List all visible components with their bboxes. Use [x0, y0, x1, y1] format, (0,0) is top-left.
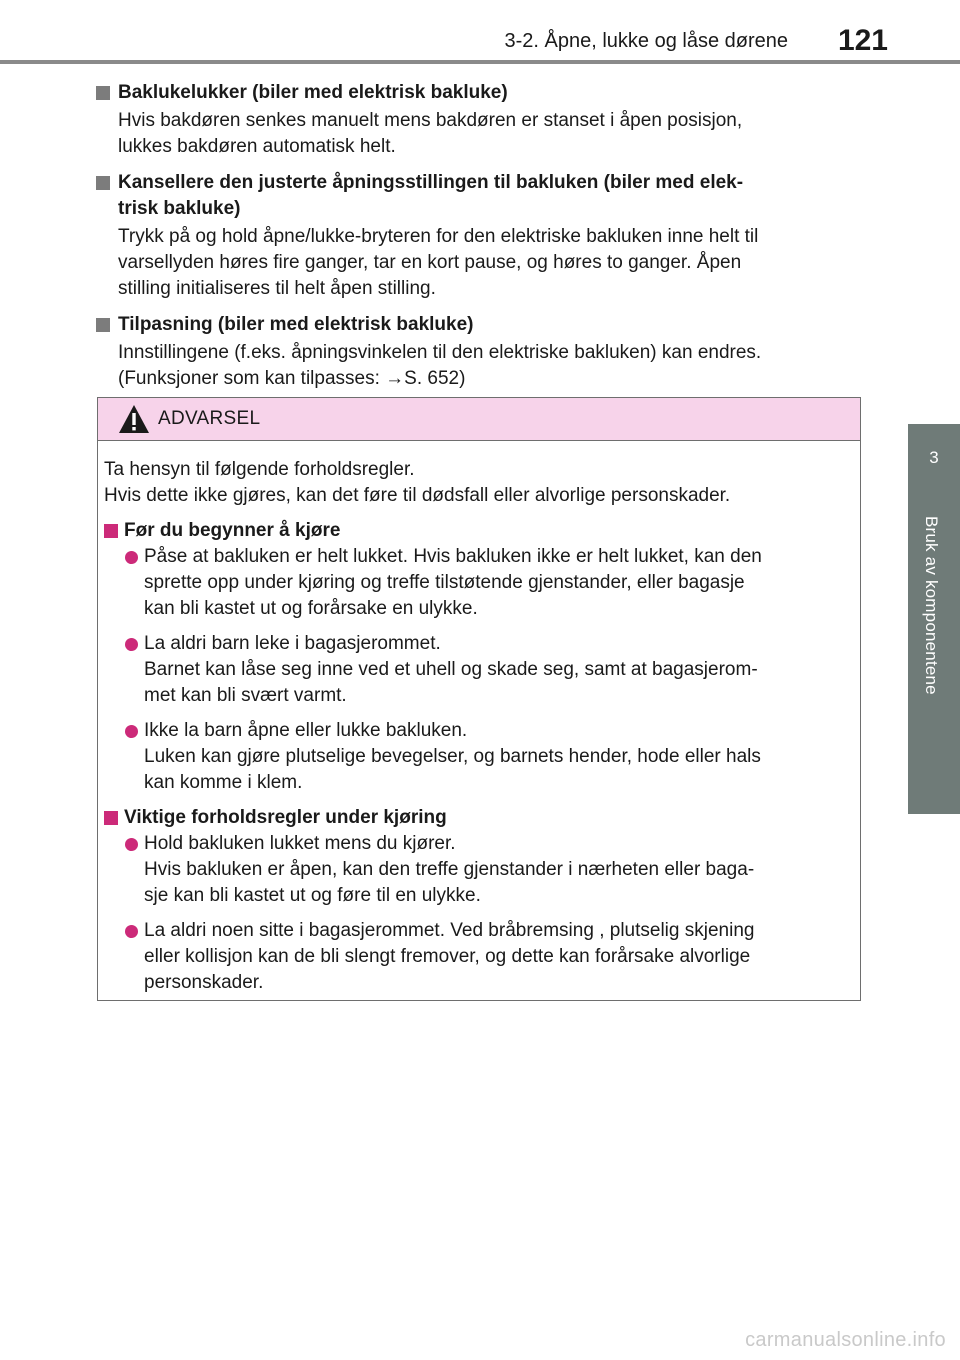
warning-box — [97, 397, 861, 1001]
section-body: Trykk på og hold åpne/lukke-bryteren for den elektriske bakluken inne helt til varsellyden høres fire ganger, tar en kort pause, og høres to ganger. Åpen stilling initialiseres til helt åpen stilling. — [118, 226, 759, 299]
page-number: 121 — [837, 24, 888, 57]
warning-intro-line: Hvis dette ikke gjøres, kan det føre til dødsfall eller alvorlige personskader. — [104, 485, 731, 506]
round-bullet-icon — [125, 551, 138, 564]
warning-header — [98, 398, 860, 441]
section-title: Baklukelukker (biler med elektrisk bakluke) — [96, 80, 856, 106]
warning-bullet: Hold bakluken lukket mens du kjører. Hvis bakluken er åpen, kan den treffe gjenstander i nærheten eller baga- sje kan bli kastet ut og føre til en ulykke. — [104, 831, 852, 909]
main-content — [96, 80, 856, 392]
warning-group-title: Før du begynner å kjøre — [104, 518, 852, 544]
header-rule — [0, 60, 960, 64]
section-baklukelukker — [96, 80, 856, 160]
header-section-title: 3-2. Åpne, lukke og låse dørene — [504, 30, 788, 52]
warning-bullet: La aldri barn leke i bagasjerommet. Barnet kan låse seg inne ved et uhell og skade seg, samt at bagasjerom- met kan bli svært varmt. — [104, 631, 852, 709]
section-kansellere — [96, 170, 856, 302]
section-body: Innstillingene (f.eks. åpningsvinkelen til den elektriske bakluken) kan endres. (Funksjoner som kan tilpasses: →S. 652) — [118, 342, 762, 389]
square-bullet-icon — [96, 318, 110, 332]
square-bullet-icon — [96, 86, 110, 100]
square-bullet-icon — [96, 176, 110, 190]
section-title: Kansellere den justerte åpningsstillingen til bakluken (biler med elek- trisk bakluke) — [96, 170, 856, 222]
round-bullet-icon — [125, 638, 138, 651]
warning-intro-line: Ta hensyn til følgende forholdsregler. — [104, 459, 415, 480]
warning-bullet: Ikke la barn åpne eller lukke bakluken. Luken kan gjøre plutselige bevegelser, og barnets hender, hode eller hals kan komme i klem. — [104, 718, 852, 796]
warning-group-title: Viktige forholdsregler under kjøring — [104, 805, 852, 831]
square-bullet-icon — [104, 811, 118, 825]
chapter-side-tab — [908, 424, 960, 814]
warning-title: ADVARSEL — [158, 408, 261, 429]
square-bullet-icon — [104, 524, 118, 538]
warning-triangle-icon — [118, 404, 150, 434]
chapter-number: 3 — [929, 448, 939, 467]
round-bullet-icon — [125, 725, 138, 738]
footer-watermark: carmanualsonline.info — [745, 1329, 946, 1351]
round-bullet-icon — [125, 838, 138, 851]
section-body: Hvis bakdøren senkes manuelt mens bakdøren er stanset i åpen posisjon, lukkes bakdøren automatisk helt. — [118, 110, 743, 157]
section-title: Tilpasning (biler med elektrisk bakluke) — [96, 312, 856, 338]
warning-bullet: Påse at bakluken er helt lukket. Hvis bakluken ikke er helt lukket, kan den sprette opp under kjøring og treffe tilstøtende gjenstander, eller bagasje kan bli kastet ut og forårsake en ulykke. — [104, 544, 852, 622]
warning-bullet: La aldri noen sitte i bagasjerommet. Ved bråbremsing , plutselig skjening eller kollisjon kan de bli slengt fremover, og dette kan forårsake alvorlige personskader. — [104, 918, 852, 996]
section-tilpasning — [96, 312, 856, 392]
round-bullet-icon — [125, 925, 138, 938]
warning-body — [98, 441, 860, 996]
chapter-label: Bruk av komponentene — [922, 516, 941, 695]
